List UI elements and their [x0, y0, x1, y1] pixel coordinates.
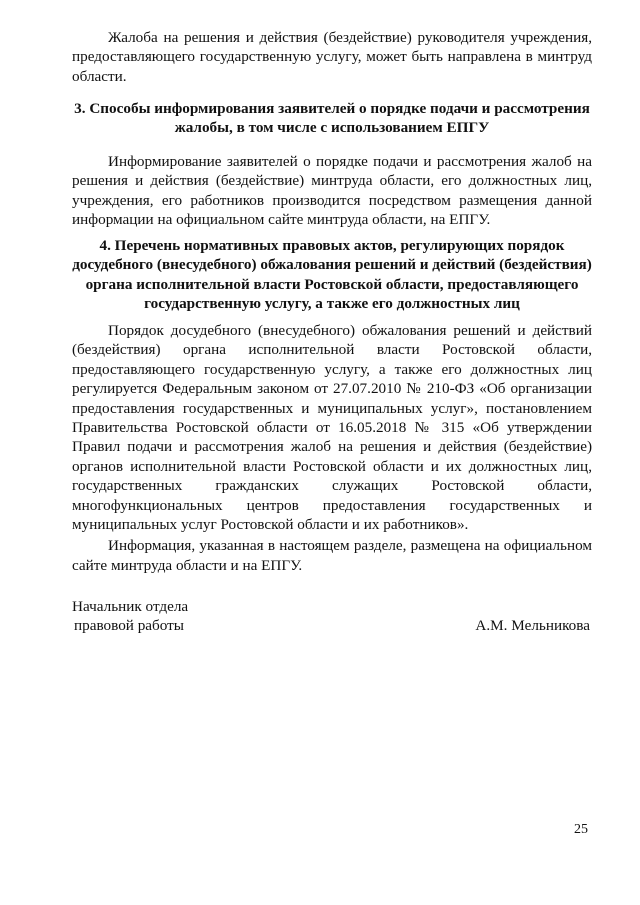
- signatory-name: А.М. Мельникова: [475, 617, 590, 634]
- section-3-heading: 3. Способы информирования заявителей о порядке подачи и рассмотрения жалобы, в том числе с использованием ЕПГУ: [74, 100, 590, 137]
- page-number: 25: [574, 822, 588, 837]
- section-4-paragraph-2: Информация, указанная в настоящем разделе, размещена на официальном сайте минтруда области и на ЕПГУ.: [72, 537, 592, 574]
- signatory-position-line-1: Начальник отдела: [72, 598, 189, 615]
- section-4-heading: 4. Перечень нормативных правовых актов, регулирующих порядок досудебного (внесудебного) обжалования решений и действий (бездействия) органа исполнительной власти Ростовской области, предоставляющего государственную услугу, а также его должностных лиц: [72, 237, 592, 313]
- signatory-position: [72, 597, 188, 636]
- signatory-position-line-2: правовой работы: [74, 617, 185, 635]
- section-4-paragraph-1: Порядок досудебного (внесудебного) обжалования решений и действий (бездействия) органа исполнительной власти Ростовской области, предоставляющего государственную услугу, а также его должностных лиц регулируется Федеральным законом от 27.07.2010 № 210-ФЗ «Об организации предоставления государственных и муниципальных услуг», постановлением Правительства Ростовской области от 16.05.2018 № 315 «Об утверждении Правил подачи и рассмотрения жалоб на решения и действия (бездействие) органов исполнительной власти Ростовской области и их должностных лиц, государственных гражданских служащих Ростовской области, многофункциональных центров предоставления государственных и муниципальных услуг Ростовской области и их работников».: [72, 322, 592, 534]
- section-3-body: [72, 152, 592, 230]
- intro-section: [72, 28, 592, 86]
- section-4-body: [72, 321, 592, 575]
- section-3-paragraph: Информирование заявителей о порядке подачи и рассмотрения жалоб на решения и действия (бездействие) минтруда области, его должностных лиц, учреждения, его работников производится посредством размещения данной информации на официальном сайте минтруда области, на ЕПГУ.: [72, 153, 592, 229]
- intro-paragraph: Жалоба на решения и действия (бездействие) руководителя учреждения, предоставляющего государственную услугу, может быть направлена в минтруд области.: [72, 29, 592, 85]
